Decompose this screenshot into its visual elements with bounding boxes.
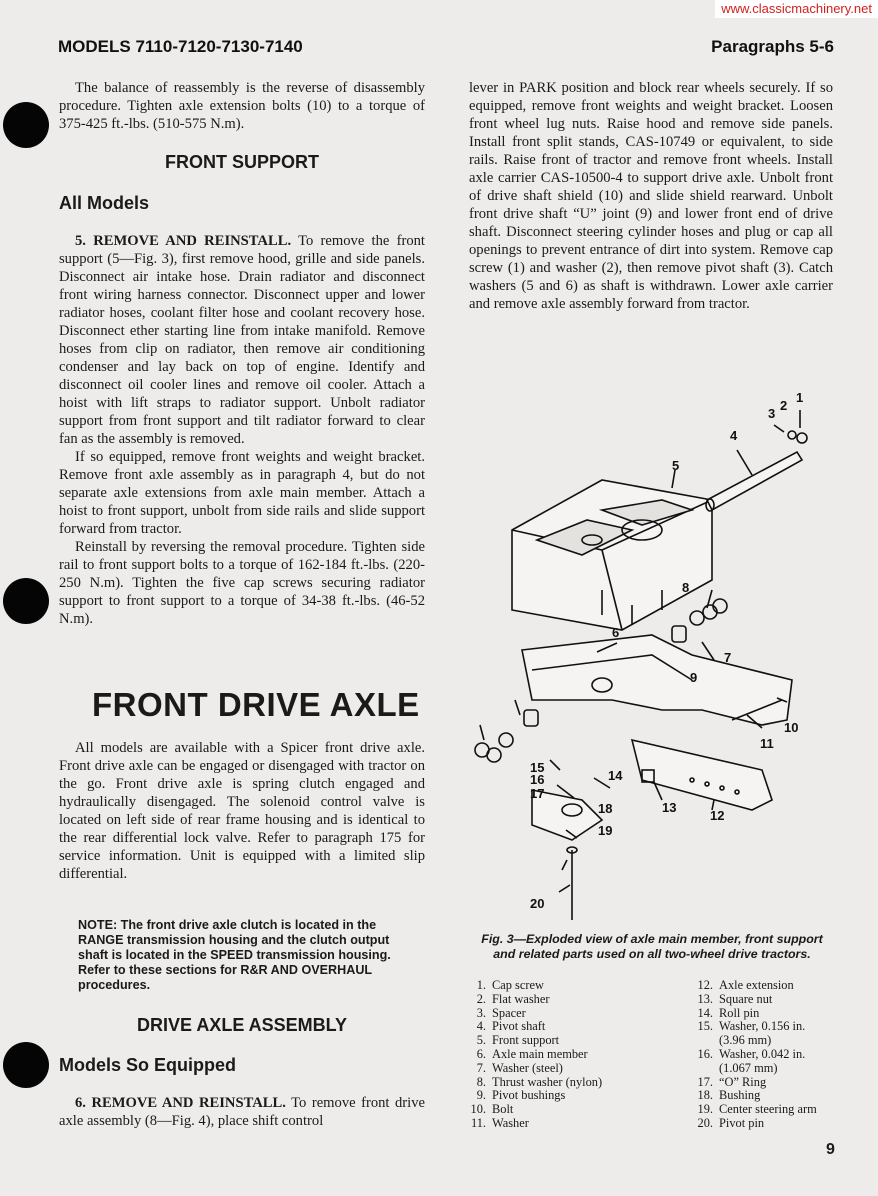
callout-20: 20 (530, 896, 545, 911)
list-item: 20. Pivot pin (697, 1115, 765, 1130)
list-item: 2. Flat washer (476, 991, 550, 1006)
list-item: 8. Thrust washer (nylon) (476, 1074, 603, 1089)
list-item: 15. Washer, 0.156 in. (697, 1019, 806, 1034)
list-item: (3.96 mm) (719, 1033, 772, 1048)
callout-15: 15 (530, 760, 545, 775)
list-item: 12. Axle extension (697, 978, 794, 992)
list-item: 1. Cap screw (476, 978, 544, 992)
list-item: (1.067 mm) (719, 1060, 778, 1075)
callout-12: 12 (710, 808, 725, 823)
callout-9: 9 (690, 670, 698, 685)
list-item: 13. Square nut (697, 991, 773, 1006)
paragraph-5-weights: If so equipped, remove front weights and weight bracket. Remove front axle assembly as in paragraph 4, but do not separate axle extensions from axle main member. Attach a hoist to front support, unbolt from side rails and slide support forward from tractor. (59, 449, 425, 537)
all-models-heading: All Models (59, 193, 150, 213)
paragraph-6-lead: 6. REMOVE AND REINSTALL. (75, 1095, 286, 1111)
list-item: 11. Washer (470, 1115, 529, 1130)
callout-1: 1 (796, 390, 804, 405)
callout-3: 3 (768, 406, 776, 421)
list-item: 5. Front support (476, 1033, 560, 1048)
callout-11: 11 (760, 736, 774, 751)
callout-10: 10 (784, 720, 799, 735)
list-item: 14. Roll pin (697, 1005, 760, 1020)
callout-19: 19 (598, 823, 613, 838)
callout-4: 4 (730, 428, 738, 443)
list-item: 16. Washer, 0.042 in. (697, 1046, 806, 1061)
list-item: 9. Pivot bushings (476, 1088, 566, 1103)
binder-hole (3, 1042, 49, 1088)
paragraph-5-body: To remove the front support (5—Fig. 3), first remove hood, grille and side panels. Disconnect air intake hose. Drain radiator and disconnect front wiring harness connector. Disconnect upper and lower radiator hoses, coolant filter hose and coolant recovery hose. Disconnect ether starting line from intake manifold. Remove hoses from clip on radiator, then remove air conditioning condenser and lay back on top of engine. Identify and disconnect oil cooler lines and remove oil cooler. Attach a hoist with lift straps to radiator support. Unbolt radiator support from front support and tilt radiator forward to clear fan as the assembly is removed. (59, 233, 425, 447)
parts-list-left (466, 979, 676, 1131)
list-item: 6. Axle main member (476, 1046, 588, 1061)
list-item: 19. Center steering arm (697, 1102, 817, 1117)
callout-2: 2 (780, 398, 788, 413)
figure-caption: Fig. 3—Exploded view of axle main member, front support and related parts used on all two-wheel drive tractors. (481, 932, 823, 961)
paragraph-6-continued: lever in PARK position and block rear wheels securely. If so equipped, remove front weights and weight bracket. Loosen front wheel lug nuts. Raise hood and remove side panels. Install front split stands, CAS-10749 or equivalent, to side rails. Raise front of tractor and remove front wheels. Install axle carrier CAS-10500-4 to support drive axle. Unbolt front of drive shaft shield (10) and slide shield rearward. Unbolt front drive shaft “U” joint (9) and lower front end of drive shaft. Disconnect steering cylinder hoses and plug or cap all openings to prevent entrance of dirt into system. Remove cap screw (1) and washer (2), then remove pivot shaft (3). Catch washers (5 and 6) as shaft is withdrawn. Lower axle carrier and remove axle assembly forward from tractor. (469, 80, 833, 312)
watermark: www.classicmachinery.net (715, 0, 878, 18)
callout-16: 16 (530, 772, 545, 787)
front-drive-axle-heading: FRONT DRIVE AXLE (92, 686, 420, 723)
front-drive-axle-paragraph: All models are available with a Spicer front drive axle. Front drive axle can be engaged or disengaged with tractor on the go. Front drive axle is spring clutch engaged and hydraulically disengaged. The solenoid control valve is located on left side of rear frame housing and is identical to the rear differential lock valve. Refer to paragraph 175 for service information. Unit is equipped with a limited slip differential. (59, 740, 425, 882)
callout-18: 18 (598, 801, 613, 816)
note-box: NOTE: The front drive axle clutch is located in the RANGE transmission housing and the clutch output shaft is located in the SPEED transmission housing. Refer to these sections for R&R AND OVERHAUL procedures. (78, 918, 391, 992)
callout-14: 14 (608, 768, 623, 783)
intro-paragraph: The balance of reassembly is the reverse of disassembly procedure. Tighten axle extension bolts (10) to a torque of 375-425 ft.-lbs. (510-575 N.m). (59, 80, 425, 132)
running-header-models: MODELS 7110-7120-7130-7140 (58, 37, 303, 56)
paragraph-5 (59, 232, 425, 628)
list-item: 4. Pivot shaft (476, 1019, 546, 1034)
list-item: 10. Bolt (470, 1102, 514, 1117)
running-header-paragraphs: Paragraphs 5-6 (711, 37, 834, 56)
parts-list-right (693, 979, 853, 1131)
binder-hole (3, 102, 49, 148)
paragraph-5-reinstall: Reinstall by reversing the removal procedure. Tighten side rail to front support bolts to a torque of 162-184 ft.-lbs. (220-250 N.m). Tighten the five cap screws securing radiator support to front support to a torque of 34-38 ft.-lbs. (46-52 N.m). (59, 539, 425, 627)
callout-17: 17 (530, 786, 545, 801)
models-so-equipped-heading: Models So Equipped (59, 1055, 237, 1075)
page-number: 9 (826, 1141, 835, 1158)
exploded-view-diagram (462, 380, 842, 930)
list-item: 18. Bushing (697, 1088, 761, 1103)
drive-axle-assembly-heading: DRIVE AXLE ASSEMBLY (136, 1015, 348, 1035)
list-item: 3. Spacer (476, 1005, 526, 1020)
paragraph-5-lead: 5. REMOVE AND REINSTALL. (75, 233, 292, 249)
binder-hole (3, 578, 49, 624)
callout-7: 7 (724, 650, 732, 665)
list-item: 17. “O” Ring (697, 1074, 767, 1089)
list-item: 7. Washer (steel) (476, 1060, 563, 1075)
callout-6: 6 (612, 625, 620, 640)
paragraph-6 (59, 1094, 425, 1130)
paragraph-6-body: To remove front drive axle assembly (8—Fig. 4), place shift control (59, 1095, 425, 1129)
callout-5: 5 (672, 458, 680, 473)
callout-8: 8 (682, 580, 690, 595)
callout-13: 13 (662, 800, 677, 815)
front-support-heading: FRONT SUPPORT (164, 152, 319, 172)
